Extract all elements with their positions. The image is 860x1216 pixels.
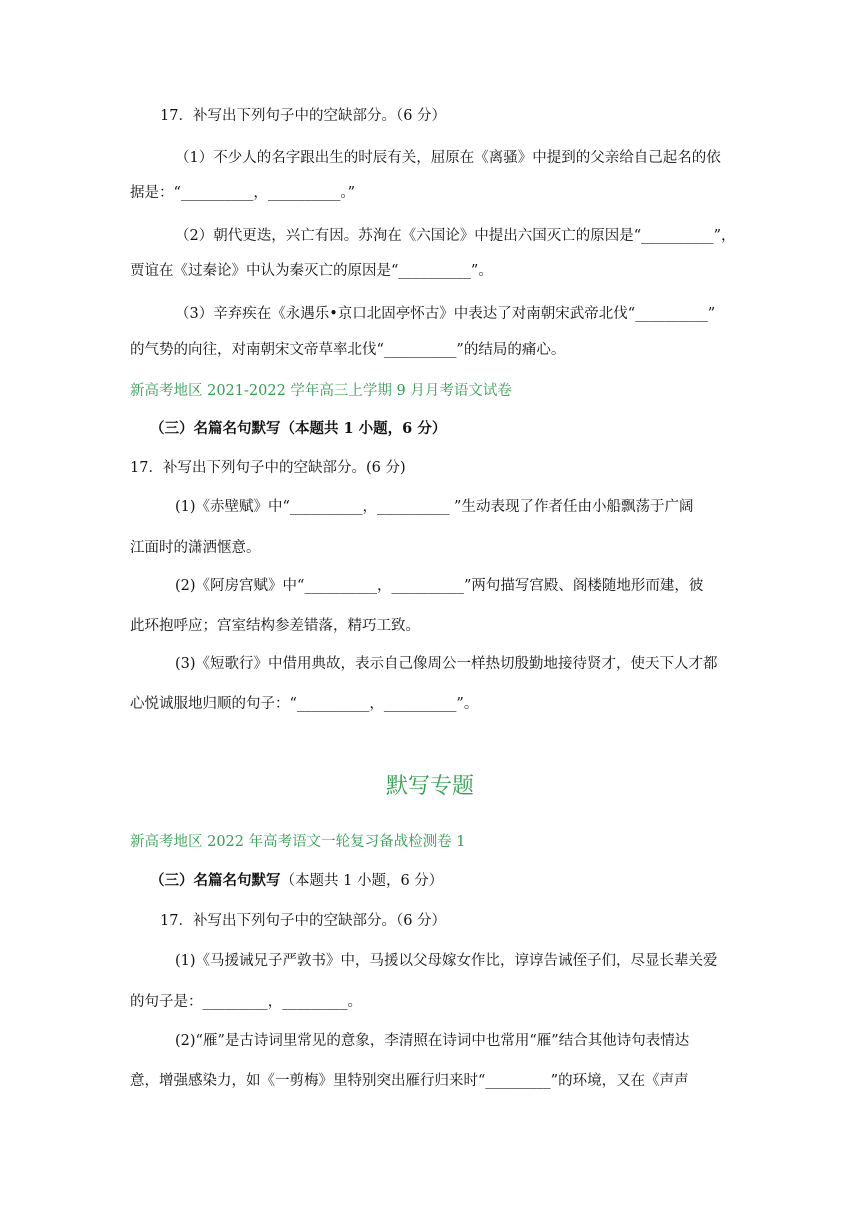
paragraph-line: 江面时的潇洒惬意。 (130, 540, 261, 556)
topic-heading: 默写专题 (385, 774, 474, 799)
paragraph-line: （2）朝代更迭，兴亡有因。苏洵在《六国论》中提出六国灭亡的原因是“__________”， (175, 228, 736, 244)
question-header: 17．补写出下列句子中的空缺部分。（6 分） (160, 913, 447, 929)
paragraph-line: 心悦诚服地归顺的句子：“__________，__________”。 (130, 696, 479, 712)
paragraph-line: 的气势的向往，对南朝宋文帝草率北伐“__________”的结局的痛心。 (130, 342, 566, 358)
part-title-bold: （三）名篇名句默写 (150, 872, 281, 889)
part-title (0, 871, 860, 891)
paragraph-line: 贾谊在《过秦论》中认为秦灭亡的原因是“__________”。 (130, 263, 493, 279)
part-title-rest: （本题共 1 小题，6 分） (280, 873, 444, 889)
source-title: 新高考地区 2022 年高考语文一轮复习备战检测卷 1 (130, 834, 466, 850)
paragraph-line: 据是：“__________，__________。” (130, 185, 356, 201)
question-header: 17．补写出下列句子中的空缺部分。(6 分) (130, 460, 406, 476)
paragraph-line: (2)“雁”是古诗词里常见的意象，李清照在诗词中也常用“雁”结合其他诗句表情达 (175, 1033, 690, 1049)
part-title: （三）名篇名句默写（本题共 1 小题，6 分） (150, 420, 447, 437)
source-title: 新高考地区 2021-2022 学年高三上学期 9 月月考语文试卷 (130, 383, 512, 399)
paragraph-line: 的句子是：_________，_________。 (130, 994, 362, 1010)
paragraph-line: 意，增强感染力，如《一剪梅》里特别突出雁行归来时“_________”的环境，又在《声声 (130, 1073, 689, 1089)
paragraph-line: (1)《马援诫兄子严敦书》中，马援以父母嫁女作比，谆谆告诫侄子们，尽显长辈关爱 (175, 953, 718, 969)
paragraph-line: (1)《赤壁赋》中“__________，__________ ”生动表现了作者任由小船飘荡于广阔 (175, 499, 694, 515)
paragraph-line: （3）辛弃疾在《永遇乐•京口北固亭怀古》中表达了对南朝宋武帝北伐“__________” (175, 306, 716, 322)
paragraph-line: (3)《短歌行》中借用典故，表示自己像周公一样热切殷勤地接待贤才，使天下人才都 (175, 656, 718, 672)
paragraph-line: 此环抱呼应；宫室结构参差错落，精巧工致。 (130, 618, 420, 634)
paragraph-line: (2)《阿房宫赋》中“__________，__________”两句描写宫殿、阁楼随地形而建，彼 (175, 578, 704, 594)
paragraph-line: （1）不少人的名字跟出生的时辰有关，屈原在《离骚》中提到的父亲给自己起名的依 (175, 150, 721, 166)
question-header: 17．补写出下列句子中的空缺部分。（6 分） (160, 108, 447, 124)
